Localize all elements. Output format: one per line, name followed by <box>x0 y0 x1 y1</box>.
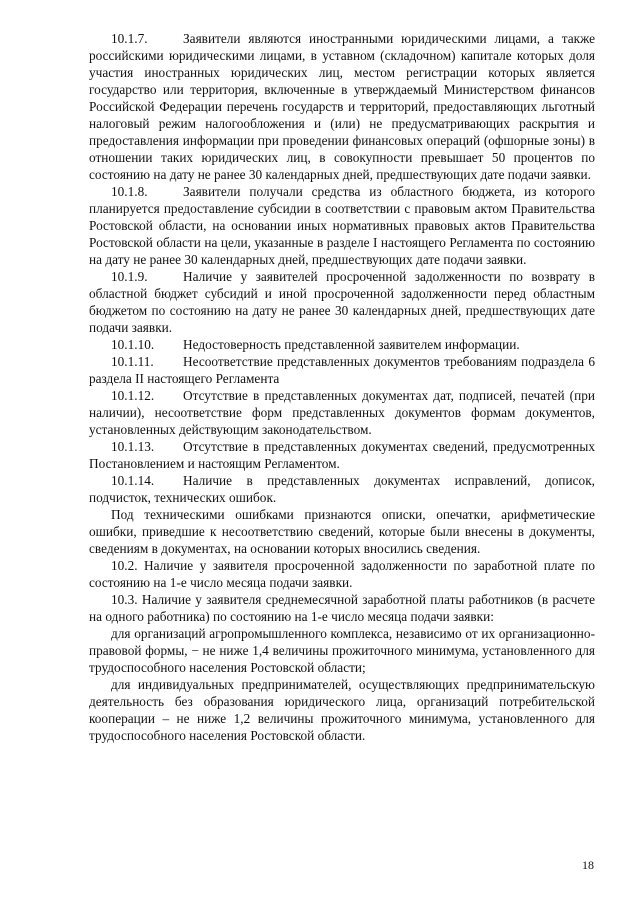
item-10-1-11 <box>89 353 595 387</box>
item-10-1-9 <box>89 268 595 336</box>
item-number: 10.1.12. <box>111 388 155 403</box>
technical-errors-note: Под техническими ошибками признаются описки, опечатки, арифметические ошибки, приведшие к несоответствию сведений, которые были внесены в документы, сведениям в документах, на основании которых вносились сведения. <box>89 507 595 556</box>
document-body <box>89 30 595 744</box>
item-10-1-10 <box>89 336 595 353</box>
item-10-1-14 <box>89 472 595 506</box>
item-number: 10.1.8. <box>111 184 148 199</box>
item-text: Отсутствие в представленных документах дат, подписей, печатей (при наличии), несоответствие форм представленных документов формам документов, установленных действующим законодательством. <box>89 388 595 437</box>
item-number: 10.1.9. <box>111 269 148 284</box>
clause-10-3-entrepreneurs: для индивидуальных предпринимателей, осуществляющих предпринимательскую деятельность без образования юридического лица, организаций потребительской кооперации – не ниже 1,2 величины прожиточного минимума, установленного для трудоспособного населения Ростовской области. <box>89 677 595 743</box>
page-number: 18 <box>582 858 594 872</box>
item-number: 10.1.7. <box>111 31 148 46</box>
item-10-1-12 <box>89 387 595 438</box>
item-number: 10.1.14. <box>111 473 155 488</box>
item-text: Наличие в представленных документах исправлений, дописок, подчисток, технических ошибок. <box>89 473 595 505</box>
item-10-1-13 <box>89 438 595 472</box>
item-text: Отсутствие в представленных документах сведений, предусмотренных Постановлением и настоящим Регламентом. <box>89 439 595 471</box>
item-text: Заявители получали средства из областного бюджета, из которого планируется предоставление субсидии в соответствии с правовым актом Правительства Ростовской области, на основании иных нормативных правовых актов Правительства Ростовской области на цели, указанные в разделе I настоящего Регламента по состоянию на дату не ранее 30 календарных дней, предшествующих дате подачи заявки. <box>89 184 595 267</box>
clause-10-3: 10.3. Наличие у заявителя среднемесячной заработной платы работников (в расчете на одного работника) по состоянию на 1-е число месяца подачи заявки: <box>89 592 595 624</box>
item-number: 10.1.13. <box>111 439 155 454</box>
item-10-1-8 <box>89 183 595 268</box>
item-text: Недостоверность представленной заявителем информации. <box>183 337 520 352</box>
item-number: 10.1.10. <box>111 337 155 352</box>
item-number: 10.1.11. <box>111 354 154 369</box>
clause-10-3-agro: для организаций агропромышленного комплекса, независимо от их организационно-правовой формы, − не ниже 1,4 величины прожиточного минимума, установленного для трудоспособного населения Ростовской области; <box>89 626 595 675</box>
item-10-1-7 <box>89 30 595 183</box>
clause-10-2: 10.2. Наличие у заявителя просроченной задолженности по заработной плате по состоянию на 1-е число месяца подачи заявки. <box>89 558 595 590</box>
item-text: Несоответствие представленных документов требованиям подраздела 6 раздела II настоящего Регламента <box>89 354 595 386</box>
item-text: Заявители являются иностранными юридическими лицами, а также российскими юридическими лицами, в уставном (складочном) капитале которых доля участия иностранных юридических лиц, местом регистрации которых является государство или территория, включенные в утверждаемый Министерством финансов Российской Федерации перечень государств и территорий, предоставляющих льготный налоговый режим налогообложения и (или) не предусматривающих раскрытия и предоставления информации при проведении финансовых операций (офшорные зоны) в отношении таких юридических лиц, в совокупности превышает 50 процентов по состоянию на дату не ранее 30 календарных дней, предшествующих дате подачи заявки. <box>89 31 595 182</box>
item-text: Наличие у заявителей просроченной задолженности по возврату в областной бюджет субсидий и иной просроченной задолженности перед областным бюджетом по состоянию на дату не ранее 30 календарных дней, предшествующих дате подачи заявки. <box>89 269 595 335</box>
